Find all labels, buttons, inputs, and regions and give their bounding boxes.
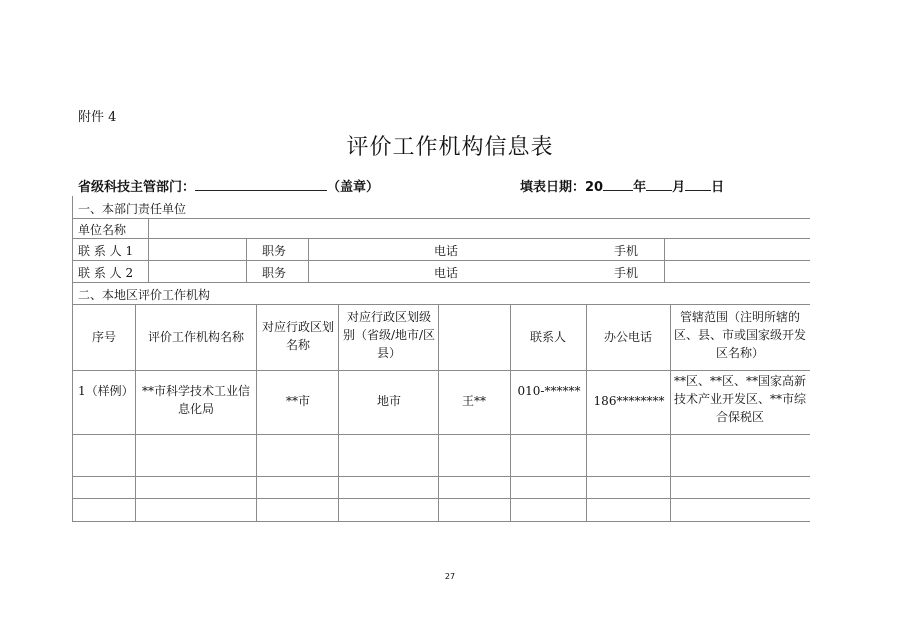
rule — [256, 304, 257, 522]
page-number: 27 — [444, 572, 456, 581]
fill-date-field — [520, 176, 724, 195]
rule — [72, 498, 810, 499]
section2-title: 二、本地区评价工作机构 — [78, 288, 211, 302]
seal-label: （盖章） — [327, 180, 380, 195]
rule — [664, 238, 665, 282]
day-blank — [685, 178, 711, 191]
rule — [72, 304, 810, 305]
header-index: 序号 — [91, 330, 116, 344]
section1-title: 一、本部门责任单位 — [78, 202, 187, 216]
month-blank — [646, 178, 672, 191]
rule — [72, 370, 810, 371]
rule — [72, 218, 810, 219]
example-contact: 王** — [461, 394, 486, 408]
info-form-table — [72, 196, 810, 522]
contact2-position-label: 职务 — [262, 266, 287, 280]
example-mobile: 186******** — [593, 394, 665, 408]
rule — [72, 434, 810, 435]
rule — [308, 238, 309, 282]
year-label: 年 — [633, 180, 647, 195]
example-org: **市科学技术工业信息化局 — [141, 384, 250, 416]
contact1-label: 联 系 人 1 — [78, 244, 134, 258]
contact1-mobile-label: 手机 — [614, 244, 639, 258]
example-office-phone: 010-****** — [517, 384, 581, 398]
year-blank — [603, 178, 633, 191]
fill-date-label: 填表日期： — [520, 180, 586, 195]
header-region-level: 对应行政区划级别（省级/地市/区县） — [342, 310, 436, 360]
month-label: 月 — [672, 180, 686, 195]
department-field — [78, 176, 379, 195]
rule — [246, 238, 247, 282]
year-prefix: 20 — [585, 180, 604, 195]
rule — [72, 196, 73, 522]
rule — [72, 238, 810, 239]
header-office-phone: 办公电话 — [603, 330, 652, 344]
page-title: 评价工作机构信息表 — [346, 135, 554, 160]
header-contact: 联系人 — [529, 330, 566, 344]
day-label: 日 — [711, 180, 725, 195]
rule — [72, 260, 810, 261]
rule — [148, 218, 149, 282]
contact2-phone-label: 电话 — [434, 266, 459, 280]
rule — [338, 304, 339, 522]
contact2-mobile-label: 手机 — [614, 266, 639, 280]
rule — [72, 476, 810, 477]
example-scope: **区、**区、**国家高新技术产业开发区、**市综合保税区 — [673, 374, 806, 424]
department-label: 省级科技主管部门： — [78, 180, 196, 195]
attachment-label: 附件 4 — [78, 110, 117, 125]
rule — [72, 282, 810, 283]
example-region: **市 — [285, 394, 310, 408]
header-scope: 管辖范围（注明所辖的区、县、市或国家级开发区名称） — [673, 310, 806, 360]
contact2-label: 联 系 人 2 — [78, 266, 134, 280]
example-index: 1（样例） — [78, 384, 134, 398]
example-level: 地市 — [376, 394, 401, 408]
rule — [438, 304, 439, 522]
header-org-name: 评价工作机构名称 — [147, 330, 244, 344]
header-region-name: 对应行政区划名称 — [261, 320, 334, 352]
contact1-position-label: 职务 — [262, 244, 287, 258]
contact1-phone-label: 电话 — [434, 244, 459, 258]
rule — [72, 521, 810, 522]
unit-name-label: 单位名称 — [78, 223, 127, 237]
department-blank — [195, 178, 327, 191]
